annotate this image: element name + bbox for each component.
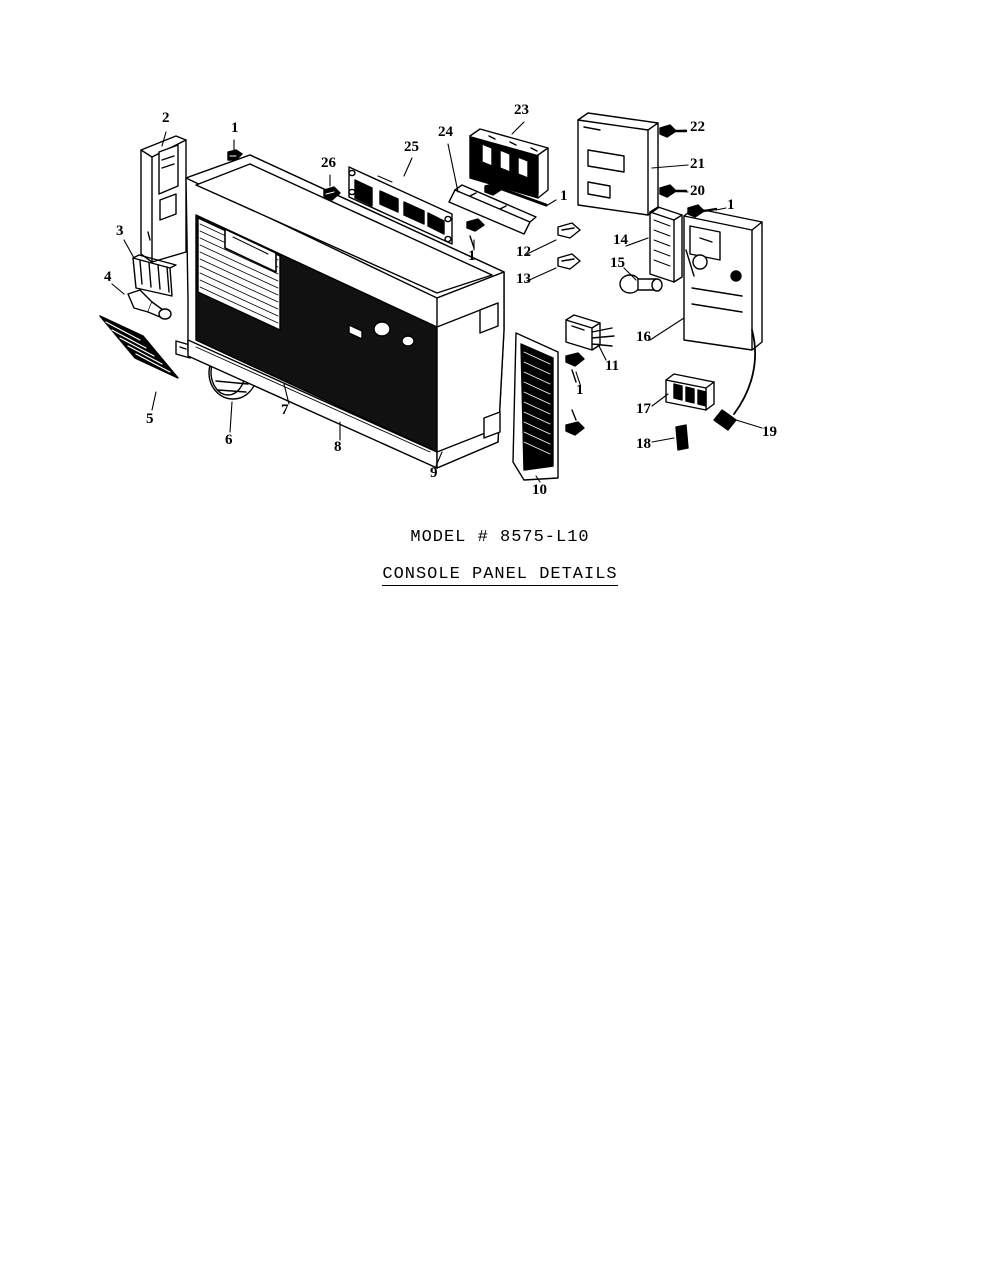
part-1-screw-d [566, 353, 584, 382]
part-5-trim-strip [100, 316, 190, 378]
callout-9: 9 [430, 465, 438, 481]
callout-8: 8 [334, 439, 342, 455]
part-2-end-cap [141, 136, 186, 262]
part-12-screw [558, 223, 580, 238]
callout-1-c: 1 [727, 197, 735, 213]
callout-1-a: 1 [231, 120, 239, 136]
callout-10: 10 [532, 482, 547, 498]
part-13-screw [558, 254, 580, 269]
callout-15: 15 [610, 255, 625, 271]
model-caption: MODEL # 8575-L10 [410, 528, 590, 547]
callout-26: 26 [321, 155, 336, 171]
callout-24: 24 [438, 124, 453, 140]
callout-16: 16 [636, 329, 651, 345]
diagram-title [0, 565, 1000, 584]
callout-21: 21 [690, 156, 705, 172]
callout-7: 7 [281, 402, 289, 418]
part-16-control-box [684, 208, 762, 414]
callout-20: 20 [690, 183, 705, 199]
callout-23: 23 [514, 102, 529, 118]
part-1-screw-e [566, 410, 584, 435]
callout-18: 18 [636, 436, 651, 452]
callout-14: 14 [613, 232, 628, 248]
part-15-cap [620, 275, 662, 293]
callout-3: 3 [116, 223, 124, 239]
part-11-switch [566, 315, 614, 350]
diagram-title-text: CONSOLE PANEL DETAILS [382, 565, 618, 584]
part-1-screw-c [467, 219, 484, 248]
callout-19: 19 [762, 424, 777, 440]
callout-1-e: 1 [576, 382, 584, 398]
callout-5: 5 [146, 411, 154, 427]
callout-12: 12 [516, 244, 531, 260]
callout-13: 13 [516, 271, 531, 287]
callout-25: 25 [404, 139, 419, 155]
part-21-rear-cover [578, 113, 658, 215]
callout-4: 4 [104, 269, 112, 285]
callout-11: 11 [605, 358, 620, 374]
callout-22: 22 [690, 119, 705, 135]
part-10-vent-grille [513, 333, 558, 480]
part-19-wire-terminal [714, 410, 736, 430]
callout-1-d: 1 [468, 248, 476, 264]
part-14-terminal-strip [650, 207, 682, 282]
callout-6: 6 [225, 432, 233, 448]
callout-17: 17 [636, 401, 651, 417]
callout-1-b: 1 [560, 188, 568, 204]
part-18-clip [676, 425, 688, 450]
diagram-artwork [0, 0, 1000, 600]
callout-2: 2 [162, 110, 170, 126]
part-17-connector [666, 374, 714, 410]
part-23-terminal-block [470, 129, 548, 198]
